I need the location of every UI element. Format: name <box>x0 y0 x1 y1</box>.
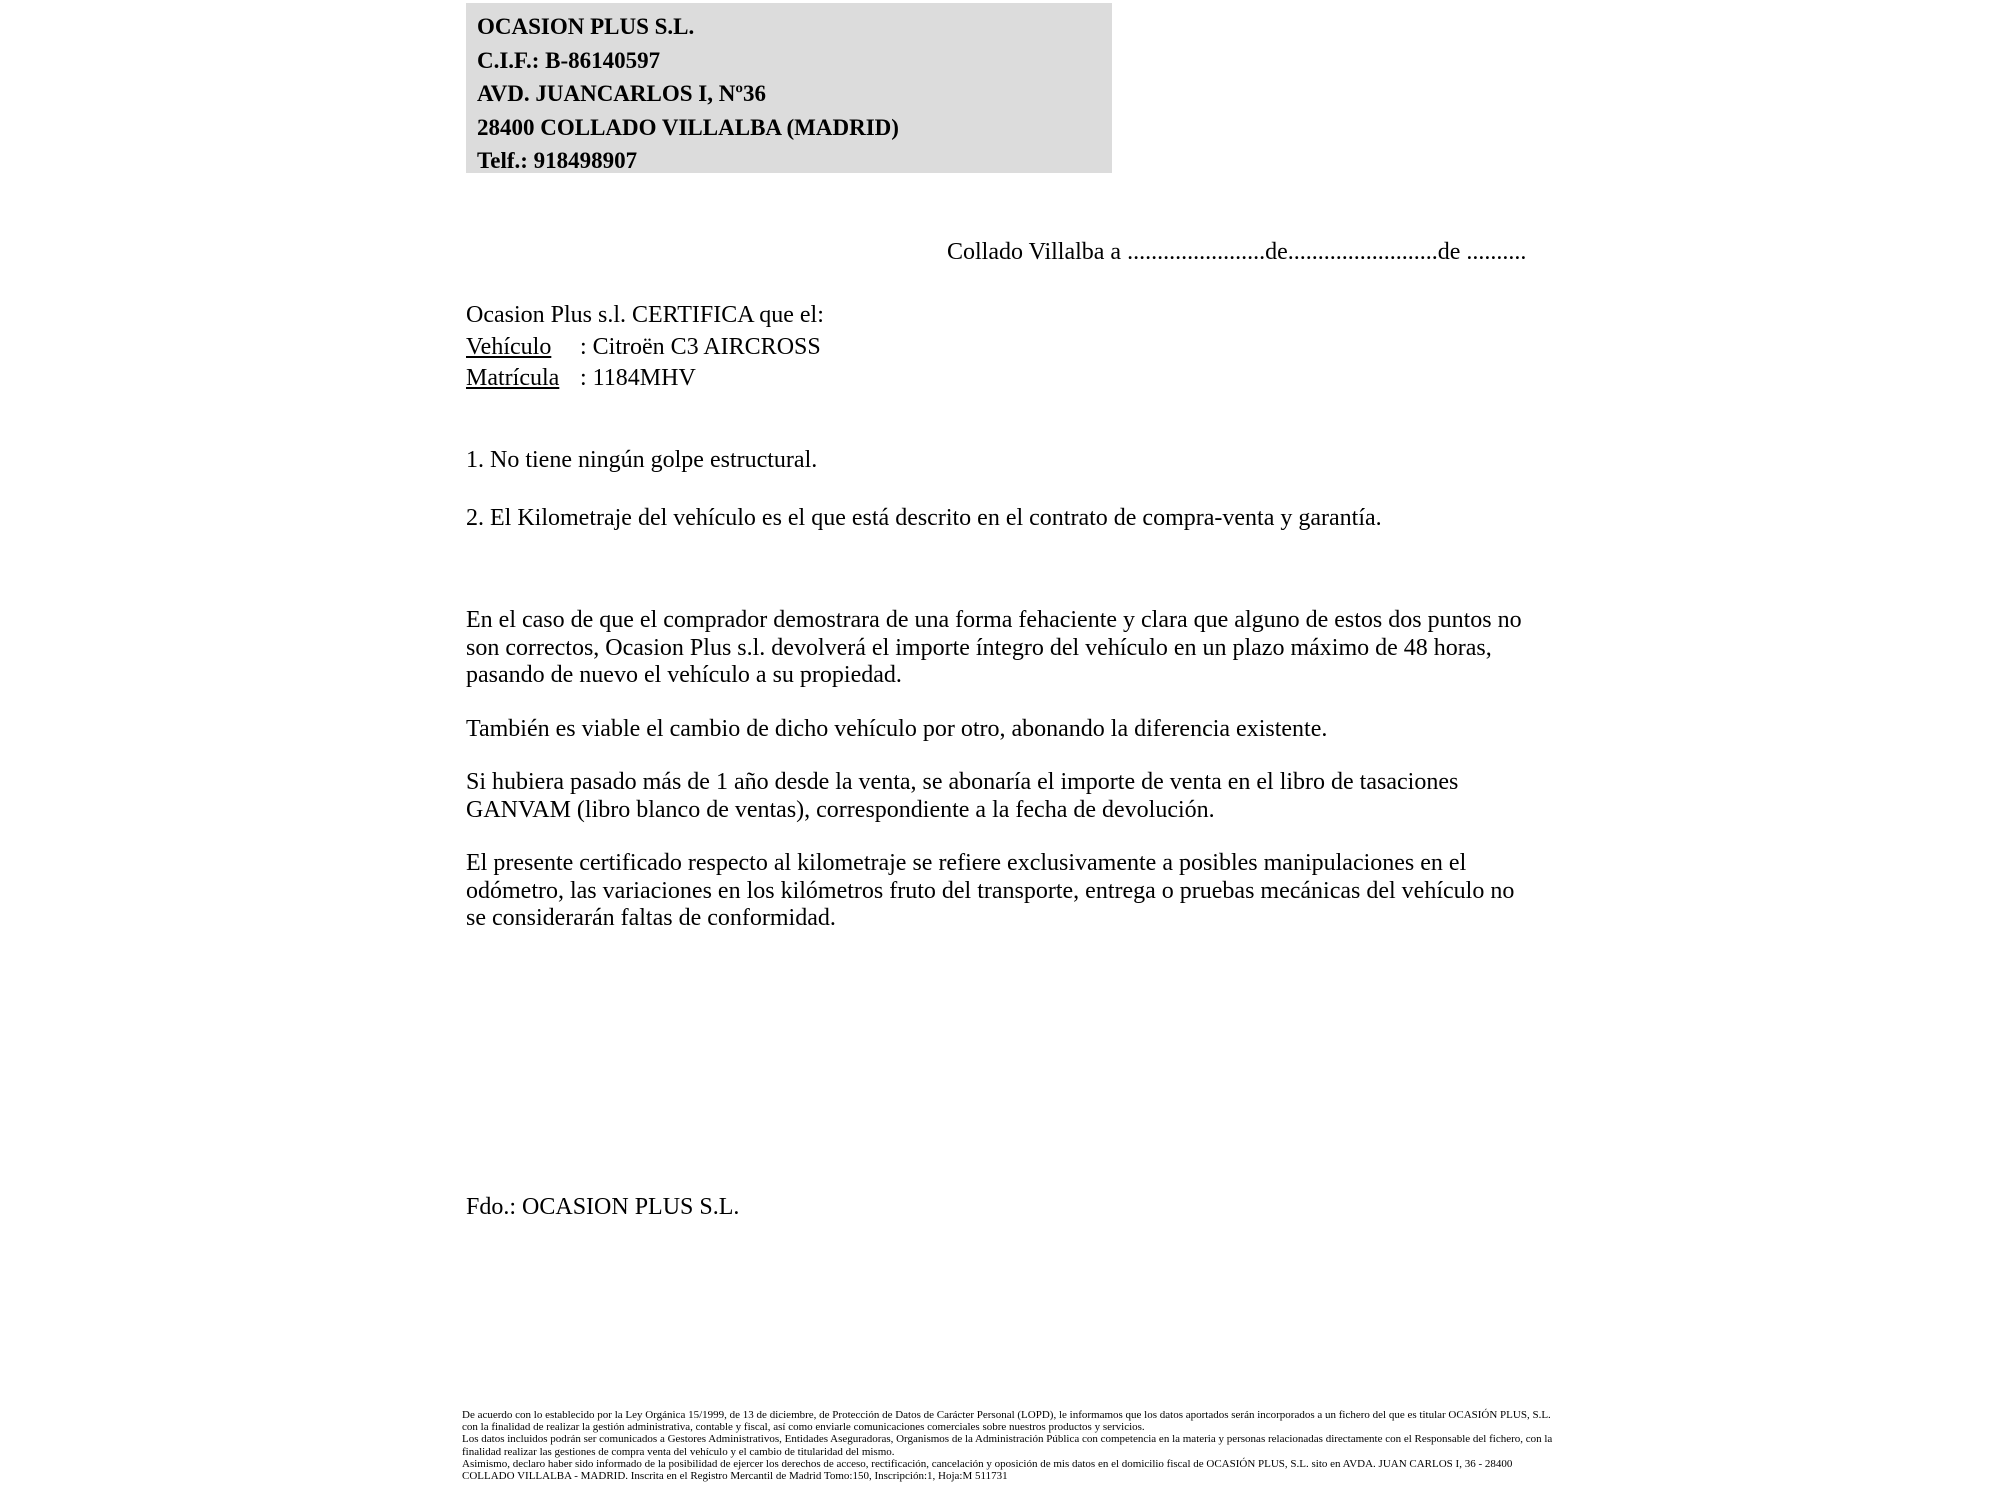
vehicle-label: Vehículo <box>466 333 552 360</box>
certificate-point-2: 2. El Kilometraje del vehículo es el que está descrito en el contrato de compra-venta y garantía. <box>466 505 1382 531</box>
company-phone: Telf.: 918498907 <box>477 148 638 173</box>
certify-block <box>466 300 824 395</box>
plate-value: : 1184MHV <box>580 365 696 391</box>
certify-intro: Ocasion Plus s.l. CERTIFICA que el: <box>466 302 824 328</box>
company-name: OCASION PLUS S.L. <box>477 14 695 39</box>
legal-notice <box>462 1409 1554 1482</box>
paragraph-odometer: El presente certificado respecto al kilometraje se refiere exclusivamente a posibles manipulaciones en el odómetro, las variaciones en los kilómetros fruto del transporte, entrega o pruebas mecánicas del vehículo no se considerarán faltas de conformidad. <box>466 850 1515 931</box>
body-paragraphs <box>466 607 1526 959</box>
vehicle-row <box>466 332 824 364</box>
paragraph-ganvam: Si hubiera pasado más de 1 año desde la venta, se abonaría el importe de venta en el libro de tasaciones GANVAM (libro blanco de ventas), correspondiente a la fecha de devolución. <box>466 769 1459 823</box>
plate-row <box>466 363 824 395</box>
certificate-point-1: 1. No tiene ningún golpe estructural. <box>466 447 818 473</box>
company-city: 28400 COLLADO VILLALBA (MADRID) <box>477 114 899 140</box>
vehicle-value: : Citroën C3 AIRCROSS <box>580 333 821 360</box>
company-cif: C.I.F.: B-86140597 <box>477 47 661 73</box>
legal-paragraph-rights: Asimismo, declaro haber sido informado de la posibilidad de ejercer los derechos de acceso, rectificación, cancelación y oposición de mis datos en el domicilio fiscal de OCASIÓN PLUS, S.L. sito en AVDA. JUAN CARLOS I, 36 - 28400 COLLADO VILLALBA - MADRID. Inscrita en el Registro Mercantil de Madrid Tomo:150, Inscripción:1, Hoja:M 511731 <box>462 1457 1513 1483</box>
plate-label: Matrícula <box>466 365 560 391</box>
company-address: AVD. JUANCARLOS I, Nº36 <box>477 81 766 106</box>
paragraph-refund: En el caso de que el comprador demostrara de una forma fehaciente y clara que alguno de estos dos puntos no son correctos, Ocasion Plus s.l. devolverá el importe íntegro del vehículo en un plazo máximo de 48 horas, pasando de nuevo el vehículo a su propiedad. <box>466 607 1522 688</box>
paragraph-exchange: También es viable el cambio de dicho vehículo por otro, abonando la diferencia existente. <box>466 715 1328 742</box>
signature-line: Fdo.: OCASION PLUS S.L. <box>466 1194 740 1220</box>
legal-paragraph-data-sharing: Los datos incluidos podrán ser comunicados a Gestores Administrativos, Entidades Aseguradoras, Organismos de la Administración Pública con competencia en la materia y personas relacionadas directamente con el Responsable del fichero, con la finalidad realizar las gestiones de compra venta del vehículo y el cambio de titularidad del mismo. <box>462 1433 1553 1458</box>
date-line: Collado Villalba a .......................de.........................de .......... <box>947 239 1527 265</box>
legal-paragraph-lopd: De acuerdo con lo establecido por la Ley Orgánica 15/1999, de 13 de diciembre, de Protección de Datos de Carácter Personal (LOPD), le informamos que los datos aportados serán incorporados a un fichero del que es titular OCASIÓN PLUS, S.L. con la finalidad de realizar la gestión administrativa, contable y fiscal, así como enviarle comunicaciones comerciales sobre nuestros productos y servicios. <box>462 1409 1551 1434</box>
company-header-box <box>466 3 1112 173</box>
